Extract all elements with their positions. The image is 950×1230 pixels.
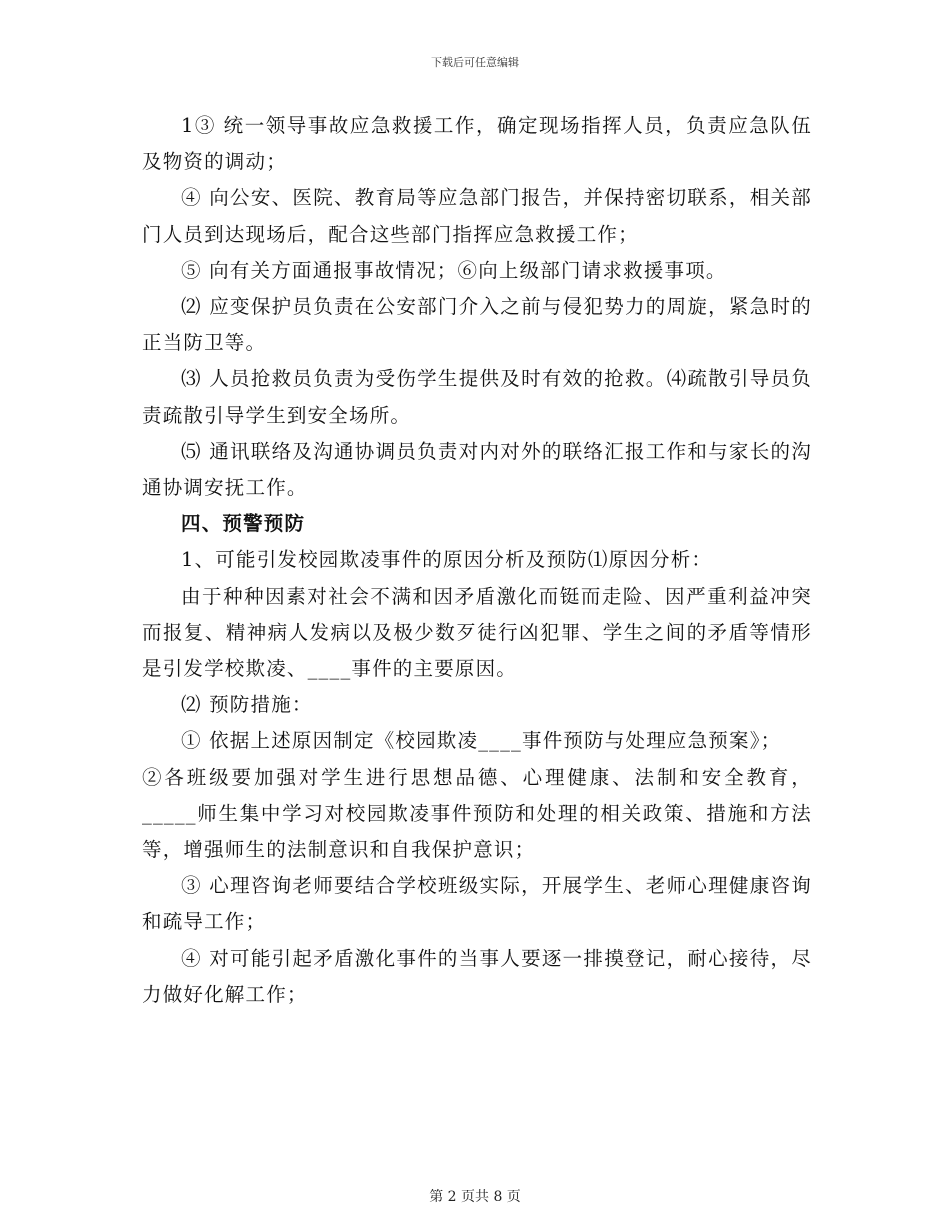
paragraph-cause-analysis: 由于种种因素对社会不满和因矛盾激化而铤而走险、因严重利益冲突而报复、精神病人发病以及极少数歹徒行凶犯罪、学生之间的矛盾等情形是引发学校欺凌、____事件的主要原因。 xyxy=(142,584,812,681)
section-heading-warning: 四、预警预防 xyxy=(181,512,306,536)
paragraph-rescuer: ⑶ 人员抢救员负责为受伤学生提供及时有效的抢救。⑷疏散引导员负责疏散引导学生到安全场所。 xyxy=(142,367,812,427)
paragraph-command-duties: 1③ 统一领导事故应急救援工作，确定现场指挥人员，负责应急队伍及物资的调动； xyxy=(142,114,812,174)
paragraph-report-departments: ④ 向公安、医院、教育局等应急部门报告，并保持密切联系，相关部门人员到达现场后，配合这些部门指挥应急救援工作； xyxy=(142,186,812,246)
page-number: 第 2 页共 8 页 xyxy=(429,1189,521,1205)
paragraph-measures-title: ⑵ 预防措施： xyxy=(181,693,313,717)
paragraph-protector: ⑵ 应变保护员负责在公安部门介入之前与侵犯势力的周旋，紧急时的正当防卫等。 xyxy=(142,295,812,355)
paragraph-notify: ⑤ 向有关方面通报事故情况；⑥向上级部门请求救援事项。 xyxy=(181,258,727,282)
paragraph-communications: ⑸ 通讯联络及沟通协调员负责对内对外的联络汇报工作和与家长的沟通协调安抚工作。 xyxy=(142,439,812,500)
document-body xyxy=(142,108,812,1013)
page-header: 下载后可任意编辑 xyxy=(431,56,519,69)
paragraph-cause-title: 1、可能引发校园欺凌事件的原因分析及预防⑴原因分析： xyxy=(181,548,713,572)
paragraph-measure-1: ① 依据上述原因制定《校园欺凌____事件预防与处理应急预案》； xyxy=(181,729,782,753)
paragraph-measure-4: ④ 对可能引起矛盾激化事件的当事人要逐一排摸登记，耐心接待，尽力做好化解工作； xyxy=(142,946,812,1006)
paragraph-measure-3: ③ 心理咨询老师要结合学校班级实际，开展学生、老师心理健康咨询和疏导工作； xyxy=(142,874,812,934)
paragraph-measure-2: ②各班级要加强对学生进行思想品德、心理健康、法制和安全教育，_____师生集中学习对校园欺凌事件预防和处理的相关政策、措施和方法等，增强师生的法制意识和自我保护意识； xyxy=(142,765,812,862)
